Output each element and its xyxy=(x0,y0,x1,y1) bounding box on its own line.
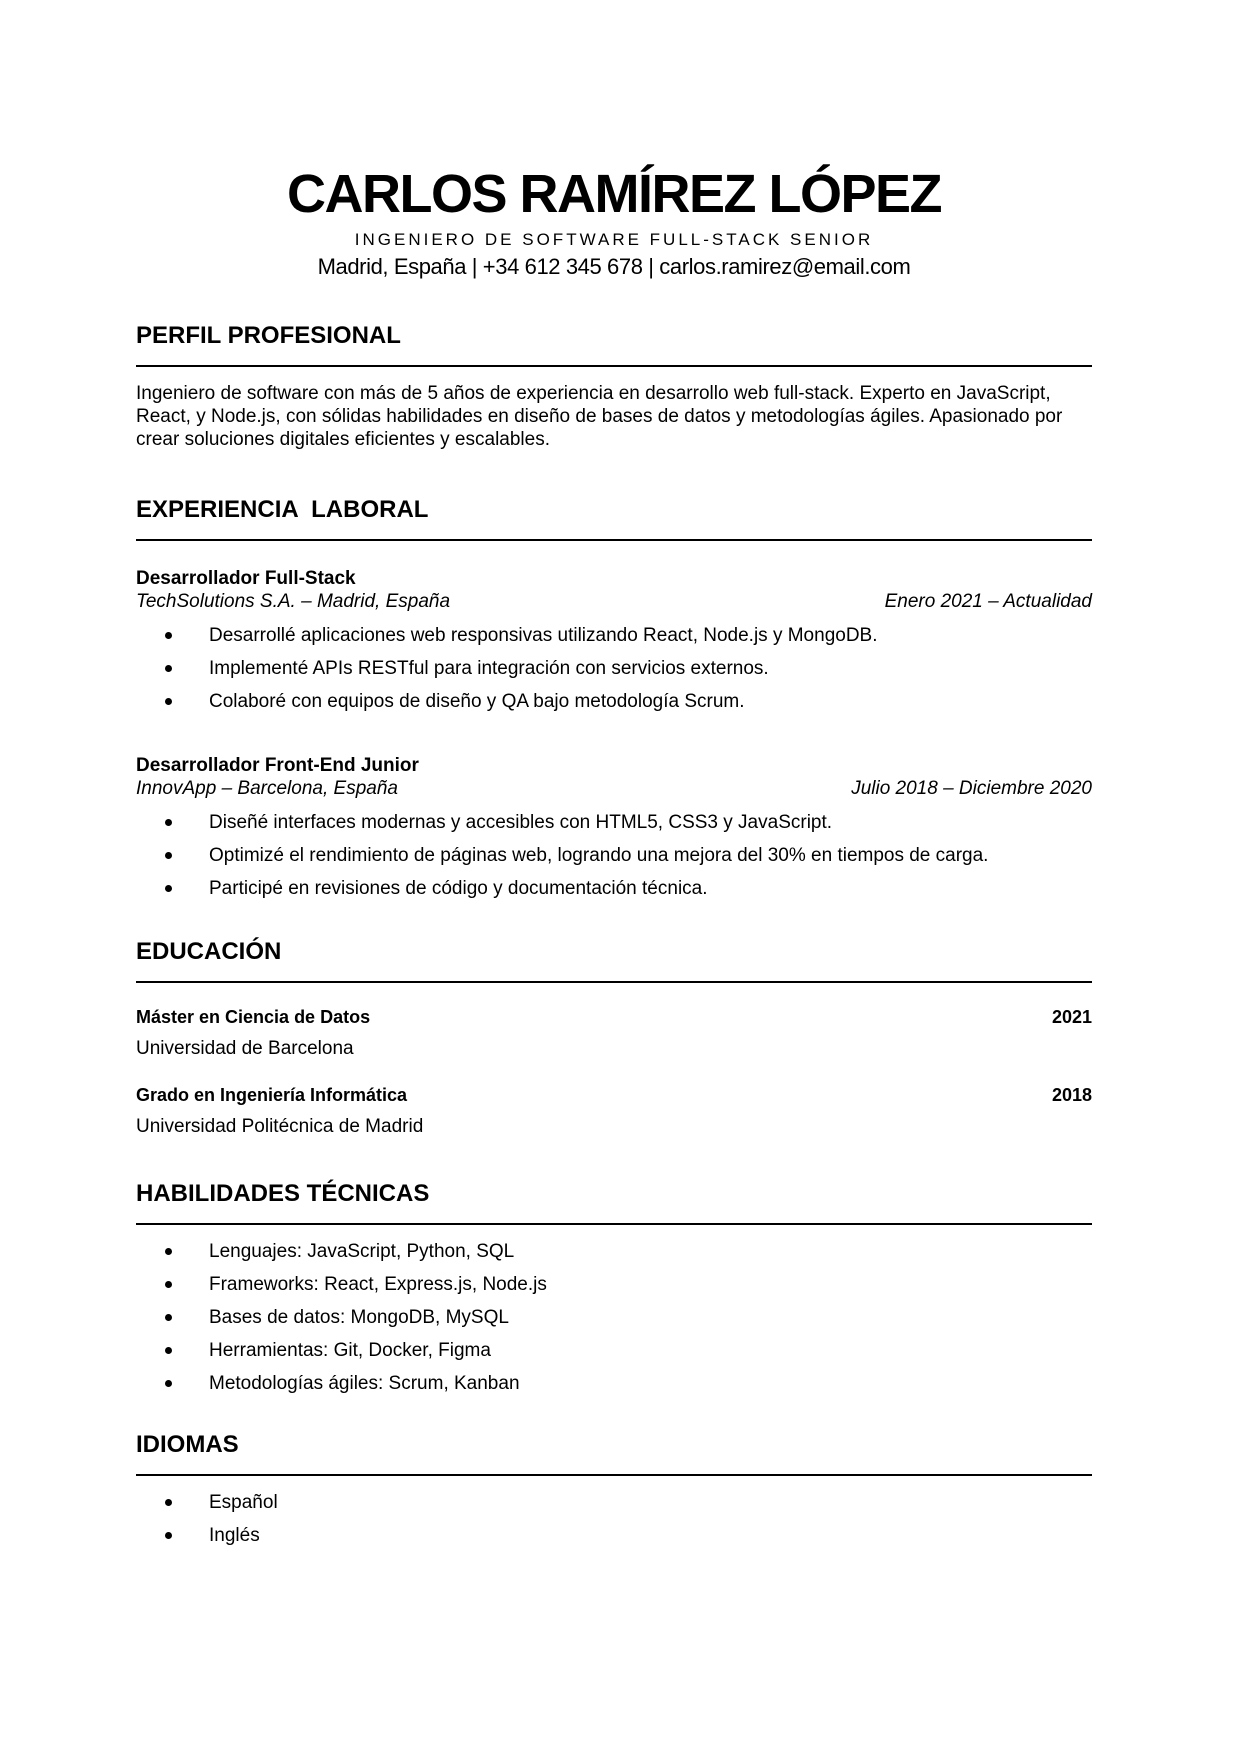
bullet-icon xyxy=(165,632,172,639)
list-item xyxy=(136,1519,1092,1552)
section-title-languages: IDIOMAS xyxy=(136,1430,1092,1476)
job-bullets xyxy=(136,619,1092,718)
education-year: 2021 xyxy=(1051,1007,1092,1027)
list-item xyxy=(136,619,1092,652)
job-title: Desarrollador Full-Stack xyxy=(136,568,356,589)
bullet-icon xyxy=(165,1314,172,1321)
list-item xyxy=(136,652,1092,685)
education-row xyxy=(136,1005,1092,1029)
candidate-role: INGENIERO DE SOFTWARE FULL-STACK SENIOR xyxy=(354,230,874,249)
contact-info: Madrid, España | +34 612 345 678 | carlos.ramirez@email.com xyxy=(317,254,911,279)
bullet-icon xyxy=(165,852,172,859)
profile-section xyxy=(136,321,1092,451)
section-title-profile: PERFIL PROFESIONAL xyxy=(136,321,1092,367)
list-item-text: Optimizé el rendimiento de páginas web, logrando una mejora del 30% en tiempos de carga. xyxy=(209,845,989,866)
list-item xyxy=(136,839,1092,872)
education-degree: Grado en Ingeniería Informática xyxy=(136,1085,408,1105)
bullet-icon xyxy=(165,1499,172,1506)
bullet-icon xyxy=(165,1380,172,1387)
bullet-icon xyxy=(165,1281,172,1288)
list-item-text: Diseñé interfaces modernas y accesibles con HTML5, CSS3 y JavaScript. xyxy=(209,812,833,833)
list-item-text: Herramientas: Git, Docker, Figma xyxy=(209,1340,491,1361)
list-item xyxy=(136,1486,1092,1519)
education-entry xyxy=(136,1083,1092,1139)
bullet-icon xyxy=(165,1347,172,1354)
list-item-text: Español xyxy=(209,1492,278,1513)
profile-summary: Ingeniero de software con más de 5 años de experiencia en desarrollo web full-stack. Experto en JavaScript, React, y Node.js, con sólidas habilidades en diseño de bases de datos y metodologías ágiles. Apasionado por crear soluciones digitales eficientes y escalables. xyxy=(136,383,1063,450)
list-item-text: Colaboré con equipos de diseño y QA bajo metodología Scrum. xyxy=(209,691,745,712)
job-meta xyxy=(136,590,1092,613)
candidate-name: CARLOS RAMÍREZ LÓPEZ xyxy=(287,164,941,224)
education-row xyxy=(136,1083,1092,1107)
list-item-text: Implementé APIs RESTful para integración con servicios externos. xyxy=(209,658,769,679)
skills-section xyxy=(136,1179,1092,1400)
job-dates: Enero 2021 – Actualidad xyxy=(884,591,1092,612)
job-title: Desarrollador Front-End Junior xyxy=(136,755,419,776)
languages-list xyxy=(136,1486,1092,1552)
job-entry xyxy=(136,567,1092,718)
job-entry xyxy=(136,754,1092,905)
list-item xyxy=(136,1301,1092,1334)
job-company: InnovApp – Barcelona, España xyxy=(136,778,398,799)
languages-section xyxy=(136,1430,1092,1552)
list-item-text: Frameworks: React, Express.js, Node.js xyxy=(209,1274,547,1295)
list-item-text: Participé en revisiones de código y documentación técnica. xyxy=(209,878,708,899)
list-item-text: Bases de datos: MongoDB, MySQL xyxy=(209,1307,509,1328)
experience-section xyxy=(136,495,1092,905)
job-bullets xyxy=(136,806,1092,905)
list-item xyxy=(136,1334,1092,1367)
skills-list xyxy=(136,1235,1092,1400)
job-company: TechSolutions S.A. – Madrid, España xyxy=(136,591,451,612)
education-school: Universidad Politécnica de Madrid xyxy=(136,1116,424,1137)
list-item-text: Metodologías ágiles: Scrum, Kanban xyxy=(209,1373,520,1394)
education-year: 2018 xyxy=(1051,1085,1092,1105)
job-dates: Julio 2018 – Diciembre 2020 xyxy=(851,778,1092,799)
section-title-education: EDUCACIÓN xyxy=(136,937,1092,983)
education-entry xyxy=(136,1005,1092,1061)
list-item xyxy=(136,1367,1092,1400)
bullet-icon xyxy=(165,1248,172,1255)
section-title-experience: EXPERIENCIA LABORAL xyxy=(136,495,1092,541)
section-title-skills: HABILIDADES TÉCNICAS xyxy=(136,1179,1092,1225)
bullet-icon xyxy=(165,885,172,892)
list-item xyxy=(136,1235,1092,1268)
bullet-icon xyxy=(165,665,172,672)
list-item-text: Desarrollé aplicaciones web responsivas utilizando React, Node.js y MongoDB. xyxy=(209,625,878,646)
bullet-icon xyxy=(165,819,172,826)
resume-header xyxy=(136,165,1092,281)
list-item xyxy=(136,1268,1092,1301)
list-item xyxy=(136,872,1092,905)
education-school: Universidad de Barcelona xyxy=(136,1038,354,1059)
bullet-icon xyxy=(165,698,172,705)
education-section xyxy=(136,937,1092,1139)
bullet-icon xyxy=(165,1532,172,1539)
list-item xyxy=(136,685,1092,718)
list-item-text: Inglés xyxy=(209,1525,260,1546)
list-item-text: Lenguajes: JavaScript, Python, SQL xyxy=(209,1241,515,1262)
list-item xyxy=(136,806,1092,839)
education-degree: Máster en Ciencia de Datos xyxy=(136,1007,371,1027)
job-meta xyxy=(136,777,1092,800)
